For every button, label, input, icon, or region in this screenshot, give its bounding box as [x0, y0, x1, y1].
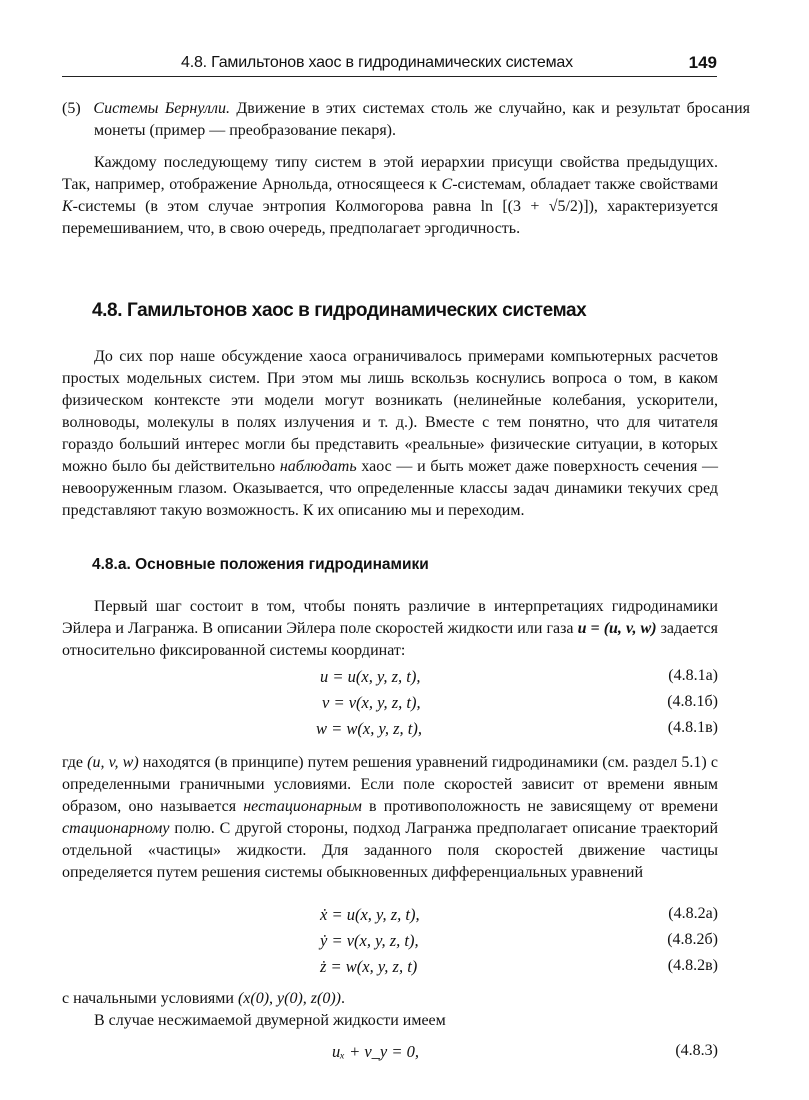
- subsection-heading: 4.8.а. Основные положения гидродинамики: [92, 556, 429, 573]
- equation: uₓ + v_y = 0,: [332, 1042, 419, 1061]
- paragraph-euler: [62, 596, 718, 662]
- equation-number: (4.8.2в): [667, 957, 718, 974]
- text-run: где: [62, 754, 88, 771]
- equation: ż = w(x, y, z, t): [320, 957, 418, 976]
- list-item-bernoulli: [62, 98, 750, 142]
- text-run: хаос — и быть может даже поверхность сечения — невооруженным глазом. Оказывается, что определенные классы задач динамики текучих сред представляют такую возможность. К их описанию мы и переходим.: [62, 458, 719, 519]
- emphasis: стационарному: [62, 820, 170, 837]
- text-run: в противоположность не зависящему от времени: [361, 798, 719, 815]
- paragraph-intro: [62, 346, 718, 522]
- text-run: -системы (в этом случае энтропия Колмогорова равна: [72, 198, 481, 215]
- text-run: .: [341, 990, 346, 1007]
- velocity-vector: u = (u, v, w): [577, 620, 657, 637]
- page-number: 149: [688, 53, 717, 72]
- text-run: -системам, обладает также свойствами: [452, 176, 719, 193]
- text-run: Первый шаг состоит в том, чтобы понять различие в интерпретациях гидродинамики Эйлера и Лагранжа. В описании Эйлера поле скоростей жидкости или газа: [62, 598, 718, 637]
- list-item-text: Движение в этих системах столь же случайно, как и результат бросания монеты (пример — преобразование пекаря).: [94, 100, 751, 139]
- section-heading: 4.8. Гамильтонов хаос в гидродинамических системах: [92, 300, 587, 321]
- text-run: Каждому последующему типу систем в этой иерархии присущи свойства предыдущих. Так, например, отображение Арнольда, относящееся к: [62, 154, 718, 193]
- math-letter-k: K: [62, 198, 73, 215]
- equation: ẏ = v(x, y, z, t),: [320, 931, 419, 950]
- equation-number: (4.8.2a): [668, 905, 718, 922]
- list-item-number: (5): [62, 100, 81, 117]
- equation-number: (4.8.1б): [667, 693, 718, 710]
- equation-row: [62, 931, 718, 957]
- equation: w = w(x, y, z, t),: [316, 719, 423, 738]
- equation-row: [62, 1042, 718, 1068]
- equation-number: (4.8.3): [675, 1042, 718, 1059]
- emphasis: нестационарным: [243, 798, 362, 815]
- equation-number: (4.8.1a): [668, 667, 718, 684]
- text-run: полю. С другой стороны, подход Лагранжа предполагает описание траекторий отдельной «частицы» жидкости. Для заданного поля скоростей движение частицы определяется путем решения системы обыкновенных дифференциальных уравнений: [62, 820, 718, 881]
- paragraph-incompressible: В случае несжимаемой двумерной жидкости имеем: [94, 1012, 446, 1029]
- text-run: ), характеризуется перемешиванием, что, в свою очередь, предполагает эргодичность.: [62, 198, 718, 237]
- paragraph-hierarchy: [62, 152, 718, 240]
- equation-row: [62, 719, 718, 745]
- paragraph-initial-conditions: [62, 988, 718, 1010]
- equation-row: [62, 667, 718, 693]
- running-head: [62, 54, 717, 77]
- equation-number: (4.8.1в): [667, 719, 718, 736]
- emphasis: наблюдать: [279, 458, 357, 475]
- equation-number: (4.8.2б): [667, 931, 718, 948]
- equation-block-euler: [62, 667, 718, 745]
- equation: u = u(x, y, z, t),: [320, 667, 421, 686]
- equation: v = v(x, y, z, t),: [322, 693, 421, 712]
- equation: ẋ = u(x, y, z, t),: [320, 905, 420, 924]
- equation-block-continuity: [62, 1042, 718, 1068]
- equation-row: [62, 693, 718, 719]
- list-item-title: Системы Бернулли.: [93, 100, 230, 117]
- equation-block-lagrange: [62, 905, 718, 983]
- text-run: До сих пор наше обсуждение хаоса ограничивалось примерами компьютерных расчетов простых модельных систем. При этом мы лишь вскользь коснулись вопроса о том, в каком физическом контексте эти модели могут возникать (нелинейные колебания, ускорители, волноводы, молекулы в полях излучения и т. д.). Вместе с тем понятно, что для читателя гораздо больший интерес могли бы представить «реальные» физические ситуации, в которых можно было бы действительно: [62, 348, 718, 475]
- equation-row: [62, 905, 718, 931]
- initial-conditions: (x(0), y(0), z(0)): [237, 990, 342, 1007]
- entropy-formula: ln [(3 + √5/2)]: [480, 198, 589, 215]
- running-head-title: 4.8. Гамильтонов хаос в гидродинамических системах: [181, 54, 573, 71]
- text-run: с начальными условиями: [62, 990, 238, 1007]
- equation-row: [62, 957, 718, 983]
- text-run: находятся (в принципе) путем решения уравнений гидродинамики (см. раздел 5.1) с определенными граничными условиями. Если поле скоростей зависит от времени явным образом, оно называется: [62, 754, 718, 815]
- text-run: задается относительно фиксированной системы координат:: [62, 620, 719, 659]
- paragraph-where: [62, 752, 718, 884]
- math-vars: (u, v, w): [87, 754, 139, 771]
- math-letter-c: C: [441, 176, 453, 193]
